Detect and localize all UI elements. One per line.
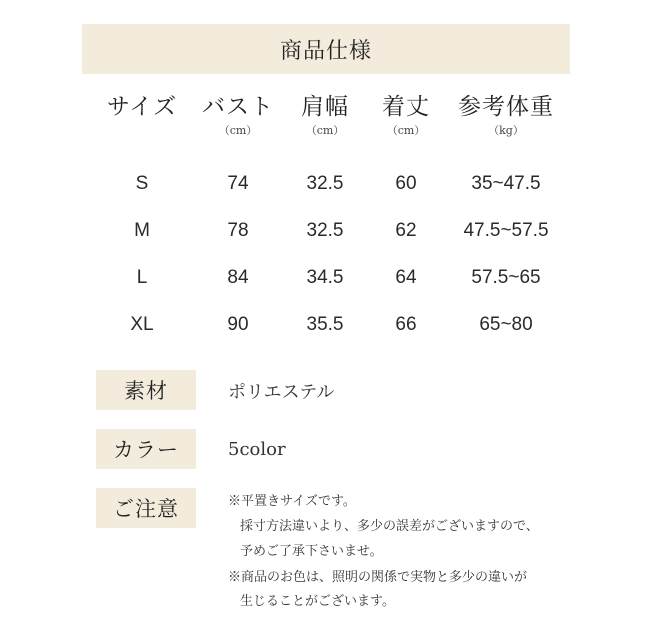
table-cell-length: 64	[395, 267, 417, 288]
page-title: 商品仕様	[279, 38, 372, 64]
header-length-unit: （cm）	[386, 124, 426, 137]
table-cell-weight: 35~47.5	[471, 173, 541, 194]
table-cell-bust: 90	[227, 314, 249, 335]
table-cell-length: 62	[395, 220, 417, 241]
table-cell-shoulder: 32.5	[306, 173, 344, 194]
table-cell-shoulder: 32.5	[306, 220, 344, 241]
table-cell-weight: 47.5~57.5	[463, 220, 549, 241]
material-label: 素材	[96, 370, 196, 410]
color-value: 5color	[228, 439, 286, 460]
table-cell-length: 66	[395, 314, 417, 335]
note-line: 採寸方法違いより、多少の誤差がございますので、	[240, 519, 539, 534]
table-cell-bust: 78	[227, 220, 249, 241]
table-cell-size: L	[136, 267, 148, 288]
color-label: カラー	[96, 429, 196, 469]
note-line: ※平置きサイズです。	[228, 494, 356, 509]
table-cell-shoulder: 34.5	[306, 267, 344, 288]
header-weight: 参考体重 （kg）	[448, 92, 564, 138]
header-bust-unit: （cm）	[218, 124, 258, 137]
table-cell-length: 60	[395, 173, 417, 194]
table-cell-bust: 84	[227, 267, 249, 288]
header-bust: バスト （cm）	[198, 92, 278, 138]
header-weight-unit: （kg）	[488, 124, 524, 137]
title-band	[82, 24, 570, 74]
material-value: ポリエステル	[228, 382, 335, 403]
table-cell-weight: 57.5~65	[471, 267, 541, 288]
header-size: サイズ	[106, 94, 178, 120]
header-length: 着丈 （cm）	[366, 92, 446, 138]
table-cell-size: M	[134, 220, 150, 241]
note-line: 生じることがございます。	[240, 594, 395, 609]
note-line: 予めご了承下さいませ。	[240, 544, 383, 559]
note-line: ※商品のお色は、照明の関係で実物と多少の違いが	[228, 570, 528, 585]
header-shoulder-unit: （cm）	[305, 124, 345, 137]
notes-label: ご注意	[96, 488, 196, 528]
table-cell-bust: 74	[227, 173, 249, 194]
table-cell-size: S	[135, 173, 149, 194]
table-cell-weight: 65~80	[479, 314, 533, 335]
table-cell-shoulder: 35.5	[306, 314, 344, 335]
header-shoulder: 肩幅 （cm）	[285, 92, 365, 138]
table-cell-size: XL	[130, 314, 154, 335]
